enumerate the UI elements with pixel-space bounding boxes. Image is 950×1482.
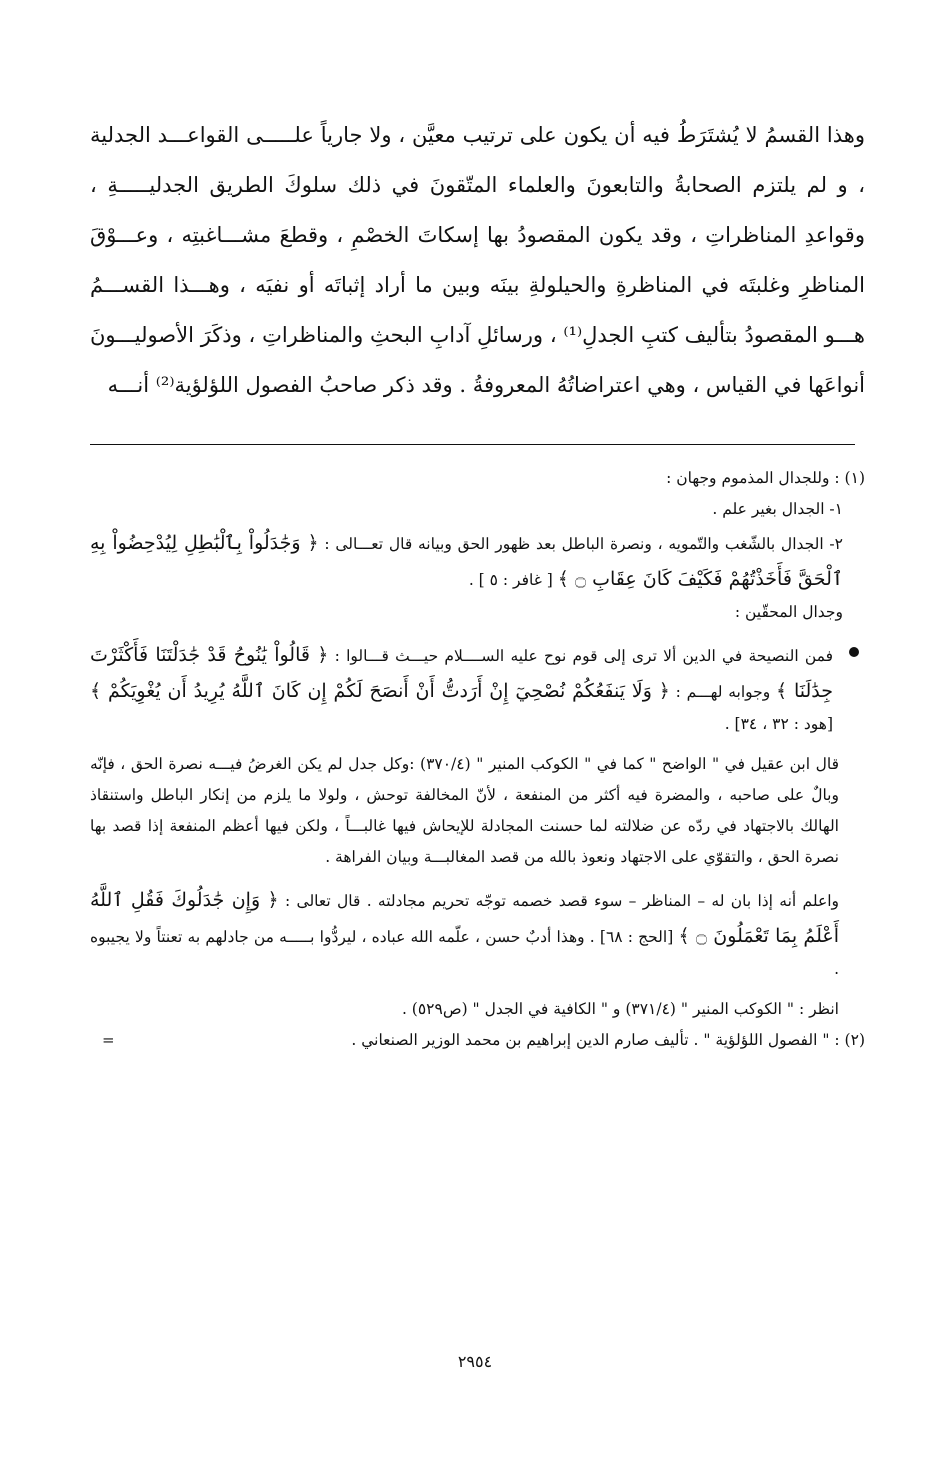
footnote-2 bbox=[90, 1025, 865, 1056]
main-text bbox=[90, 110, 865, 410]
quran-verse-ghafir: ﴿ وَجَٰدَلُواْ بِٱلْبَٰطِلِ لِيُدْحِضُواْ بِهِ ٱلْحَقَّ فَأَخَذْتُهُمْ فَكَيْفَ كَانَ عِقَابِ ۝ ﴾ bbox=[90, 532, 843, 590]
ibn-aqil-quote: قال ابن عقيل في " الواضح " كما في " الكوكب المنير " (٣٧٠/٤) :وكل جدل لم يكن الغرضُ فيـــه نصرة الحق ، فإنّه وبالٌ على صاحبه ، والمضرة فيه أكثر من المنفعة ، لأنّ المخالفة توحش ، ولولا ما يلزم من إنكار الباطل واستنقاذ الهالك بالاجتهاد في ردّه عن ضلالته لما حسنت المجادلة للإيحاش فيها غالبـــاً ، ولكن فيها أعظم المنفعة إذا قصد بها نصرة الحق ، والتقوّي على الاجتهاد ونعوذ بالله من قصد المغالبـــة وبيان الفراهة . bbox=[90, 755, 839, 866]
bullet-item-nuh bbox=[90, 637, 865, 740]
footnote-1-item-2 bbox=[90, 525, 865, 597]
footnote-1-heading: (١) : وللجدال المذموم وجهان : bbox=[666, 469, 865, 487]
item-2-text: ٢- الجدال بالشّغب والتّمويه ، ونصرة الباطل بعد ظهور الحق وبيانه قال تعـــالى : bbox=[324, 535, 843, 553]
quran-verse-hajj: ﴿ وَإِن جَٰدَلُوكَ فَقُلِ ٱللَّهُ أَعْلَمُ بِمَا تَعْمَلُونَ ۝ ﴾ bbox=[90, 889, 839, 947]
verse-reference-hud: [هود : ٣٢ ، ٣٤] . bbox=[724, 715, 833, 733]
bullet-icon bbox=[849, 647, 859, 657]
verse-reference-ghafir: [ غافر : ٥ ] . bbox=[468, 571, 553, 589]
page bbox=[90, 110, 865, 1065]
know-paragraph bbox=[90, 882, 865, 985]
page-number: ٢٩٥٤ bbox=[457, 1352, 493, 1371]
quran-verse-hud-32: ﴿ قَالُواْ يَٰنُوحُ قَدْ جَٰدَلْتَنَا فَأَكْثَرْتَ جِدَٰلَنَا ﴾ bbox=[90, 644, 834, 702]
know-rest: [الحج : ٦٨] . وهذا أدبٌ حسن ، علّمه الله عباده ، ليردُّوا بـــــه من جادلهم به تعنتاً ولا يجيبوه . bbox=[90, 928, 839, 978]
continuation-mark: = bbox=[102, 1031, 115, 1049]
bullet-intro: فمن النصيحة في الدين ألا ترى إلى قوم نوح عليه الســــلام حيـــث قـــالوا : bbox=[334, 647, 834, 665]
footnote-2-text: (٢) : " الفصول اللؤلؤية " . تأليف صارم الدين إبراهيم بن محمد الوزير الصنعاني . bbox=[351, 1031, 865, 1049]
footnote-1-item-1: ١- الجدال بغير علم . bbox=[712, 500, 843, 518]
bullet-reply: وجوابه لهـــم : bbox=[675, 683, 771, 701]
see-reference: انظر : " الكوكب المنير " (٣٧١/٤) و " الكافية في الجدل " (ص٥٢٩) . bbox=[401, 1000, 839, 1018]
footnotes bbox=[90, 463, 865, 1056]
footnote-separator bbox=[90, 444, 855, 445]
know-text: واعلم أنه إذا بان له – المناظر – سوء قصد خصمه توجّه تحريم مجادلته . قال تعالى : bbox=[285, 892, 839, 910]
main-paragraph: وهذا القسمُ لا يُشتَرَطُ فيه أن يكون على ترتيب معيَّن ، ولا جارياً علـــــى القواعـــد الجدلية ، و لم يلتزم الصحابةُ والتابعونَ والعلماء المتّقونَ في ذلك سلوكَ الطريق الجدليـــــةِ ، وقواعدِ المناظراتِ ، وقد يكون المقصودُ بها إسكاتَ الخصْمِ ، وقطعَ مشـــاغبتِه ، وعـــوْقَ المناظرِ وغلبتَه في المناظرةِ والحيلولةِ بينَه وبين ما أراد إثباتَه أو نفيَه ، وهـــذا القســـمُ هـــو المقصودُ بتأليف كتبِ الجدلِ⁽¹⁾ ، ورسائلِ آدابِ البحثِ والمناظراتِ ، وذكَرَ الأصوليـــونَ أنواعَها في القياس ، وهي اعتراضاتُهُ المعروفةُ . وقد ذكر صاحبُ الفصول اللؤلؤية⁽²⁾ أنـــه bbox=[90, 123, 865, 397]
quran-verse-hud-34: ﴿ وَلَا يَنفَعُكُمْ نُصْحِيٓ إِنْ أَرَدتُّ أَنْ أَنصَحَ لَكُمْ إِن كَانَ ٱللَّهُ يُرِيدُ أَن يُغْوِيَكُمْ ﴾ bbox=[90, 680, 670, 702]
praised-debate-heading: وجدال المحقّين : bbox=[734, 603, 843, 621]
bullet-item-text bbox=[90, 637, 833, 740]
